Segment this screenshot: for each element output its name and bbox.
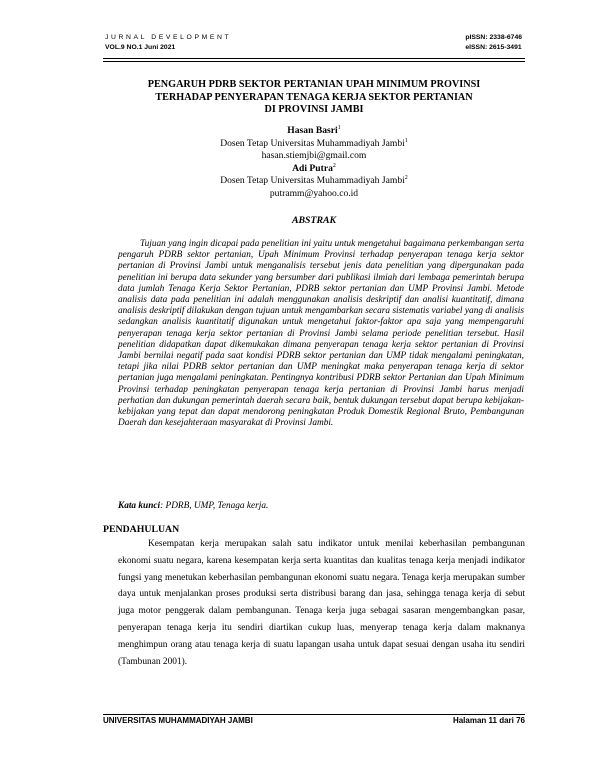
body-paragraph: Kesempatan kerja merupakan salah satu indikator untuk menilai keberhasilan pembangunan ekonomi suatu negara, karena kesempatan kerja serta kuantitas dan kualitas tenaga kerja menjadi indikator fungsi yang menetukan keberhasilan pembangunan ekonomi suatu negara. Tenaga kerja merupakan sumber daya untuk menjalankan proses produksi serta distribusi barang dan jasa, sehingga tenaga kerja di sebut juga motor penggerak dalam pembangunan. Tenaga kerja juga sebagai sasaran mengembangkan pasar, penyerapan tenaga kerja itu sendiri diartikan cukup luas, menyerap tenaga kerja dalam maknanya menghimpun orang atau tenaga kerja di suatu lapangan usaha untuk dapat sesuai dengan usaha itu sendiri (Tambunan 2001). <box>118 539 525 667</box>
author-1-affiliation: Dosen Tetap Universitas Muhammadiyah Jambi <box>220 137 405 149</box>
author-2-affiliation: Dosen Tetap Universitas Muhammadiyah Jambi <box>220 175 405 186</box>
author-2-email: putramm@yahoo.co.id <box>269 187 359 199</box>
footer-institution: UNIVERSITAS MUHAMMADIYAH JAMBI <box>103 716 253 725</box>
paper-title <box>103 79 525 117</box>
author-block <box>103 125 525 200</box>
journal-header-right <box>465 33 522 53</box>
author-2-sup: 2 <box>332 162 336 169</box>
title-line-3: DI PROVINSI JAMBI <box>264 104 364 115</box>
author-1-email: hasan.stiemjbi@gmail.com <box>261 150 367 161</box>
pissn: pISSN: 2338-6746 <box>465 34 522 41</box>
author-1 <box>103 125 525 138</box>
abstract-text: Tujuan yang ingin dicapai pada penelitian ini yaitu untuk mengetahui bagaimana perkembangan serta pengaruh PDRB sektor pertanian, Upah Minimum Provinsi terhadap penyerapan tenaga kerja sektor pertanian di Provinsi Jambi untuk menganalisis tersebut jenis data penelitian yang dipergunakan pada penelitian ini berupa data sekunder yang bersumber dari publikasi ilmiah dari lembaga pemerintah berupa data jumlah Tenaga Kerja Sektor Pertanian, PDRB sektor pertanian dan UMP Provinsi Jambi. Metode analisis data pada penelitian ini adalah menggunakan analisis deskriptif dan analisi kuantitatif, dimana analisis deskriptif dilakukan dengan tujuan untuk mengambarkan secara sistematis variabel yang di analisis sedangkan analisis kuantitatif digunakan untuk mengetahui faktor-faktor apa saja yang mempengaruhi penyerapan tenaga kerja sektor pertanian di Provinsi Jambi selama periode penelitian tersebut. Hasil penelitian didapatkan dapat dikemukakan dimana penyerapan tenaga kerja sektor pertanian di Provinsi Jambi bernilai negatif pada saat kondisi PDRB sektor pertanian dan UMP tidak mengalami peningkatan, tetapi jika nilai PDRB sektor pertanian dan UMP meningkat maka penyerapan tenaga kerja di sektor pertanian juga mengalami peningkatan. Pentingnya kontribusi PDRB sektor Pertanian dan Upah Minimum Provinsi terhadap peningkatan penyerapan tenaga kerja pertanian di Provinsi Jambi harus menjadi perhatian dan dukungan pemerintah daerah secara baik, bentuk dukungan tersebut dapat berupa kebijakan-kebijakan yang tepat dan dapat mendorong peningkatan Produk Domestik Regional Bruto, Pembangunan Daerah dan kesejahteraan masyarakat di Provinsi Jambi. <box>118 239 524 429</box>
author-2-affiliation-line <box>103 175 525 188</box>
author-2 <box>103 163 525 176</box>
author-2-aff-sup: 2 <box>404 174 408 181</box>
author-1-name: Hasan Basri <box>287 125 338 136</box>
keywords <box>118 501 524 511</box>
keywords-label: Kata kunci <box>118 501 161 511</box>
abstract-heading: ABSTRAK <box>291 215 337 226</box>
title-line-2: TERHADAP PENYERAPAN TENAGA KERJA SEKTOR PERTANIAN <box>155 91 473 103</box>
title-line-1: PENGARUH PDRB SEKTOR PERTANIAN UPAH MINIMUM PROVINSI <box>147 79 481 90</box>
footer-divider <box>103 714 525 715</box>
footer-page-number: Halaman 11 dari 76 <box>452 716 525 725</box>
author-1-aff-sup: 1 <box>404 137 408 144</box>
section-heading: PENDAHULUAN <box>103 524 180 535</box>
author-1-sup: 1 <box>337 124 341 131</box>
header-divider-thick <box>103 61 525 62</box>
author-1-affiliation-line <box>103 138 525 151</box>
header-divider-thin <box>103 58 525 59</box>
keywords-value: : PDRB, UMP, Tenaga kerja. <box>160 501 269 511</box>
journal-volume: VOL.9 NO.1 Juni 2021 <box>105 44 176 51</box>
journal-header-left <box>105 33 231 53</box>
journal-name: JURNAL DEVELOPMENT <box>105 34 232 41</box>
section-body <box>118 536 525 670</box>
author-2-name: Adi Putra <box>292 162 333 174</box>
eissn: eISSN: 2615-3491 <box>465 44 522 51</box>
